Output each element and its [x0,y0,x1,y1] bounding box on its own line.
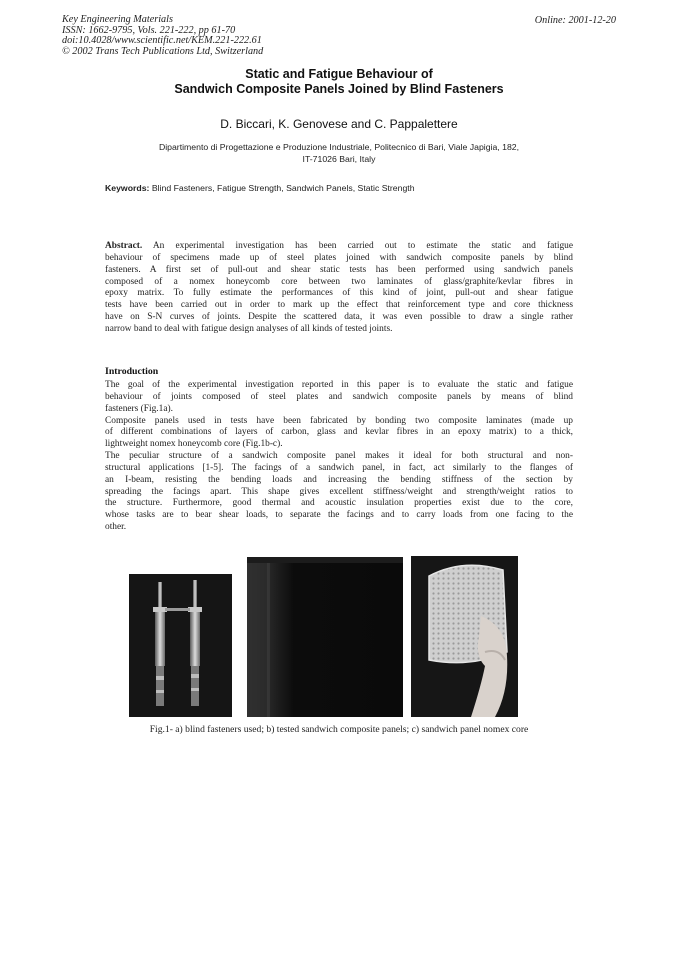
introduction-paragraph [105,380,573,534]
abstract-line: tests have been carried out in order to mark up the effect that reinforcement type and core thickness [105,300,573,311]
intro-line: whose tasks are to bear shear loads, to separate the facings and to carry loads from one facing to the [105,510,573,521]
nomex-core-image [411,556,518,717]
intro-line: an I-beam, resisting the bending loads and increasing the bending stiffness of the section by [105,474,573,485]
intro-line: the structure. Furthermore, good thermal and acoustic insulation properties exist due to the core, [105,498,573,509]
figure-1b-sandwich-panels-photo [247,557,403,717]
journal-name: Key Engineering Materials [62,14,173,25]
blind-fasteners-image [129,574,232,717]
title-line-2: Sandwich Composite Panels Joined by Blind Fasteners [174,82,504,96]
online-date: Online: 2001-12-20 [534,15,616,26]
abstract-paragraph [105,241,573,336]
copyright-line: © 2002 Trans Tech Publications Ltd, Switzerland [62,45,264,57]
intro-line: behaviour of joints composed of steel plates and sandwich composite panels by means of blind [105,391,573,402]
journal-header [62,15,263,57]
abstract-line [105,241,573,253]
abstract-line: narrow band to deal with fatigue design analyses of all kinds of tested joints. [105,323,393,334]
sandwich-panels-image [247,557,403,717]
intro-line: of different combinations of layers of carbon, glass and kevlar fibres in an epoxy matrix) to a thick, [105,427,573,438]
affiliation [0,141,678,165]
intro-line: fasteners (Fig.1a). [105,403,173,414]
figure-1c-nomex-core-photo [411,556,518,717]
affiliation-line-1: Dipartimento di Progettazione e Produzione Industriale, Politecnico di Bari, Viale Japigia, 182, [158,142,520,152]
abstract-line: behaviour of specimens made up of steel plates joined with sandwich composite panels by blind [105,252,573,263]
abstract-line-text: An experimental investigation has been carried out to estimate the static and fatigue [142,241,573,251]
doi-line: doi:10.4028/www.scientific.net/KEM.221-222.61 [62,35,262,47]
intro-line: other. [105,522,127,533]
keywords [105,183,415,193]
keywords-text: Blind Fasteners, Fatigue Strength, Sandwich Panels, Static Strength [151,183,415,193]
intro-line: lightweight nomex honeycomb core (Fig.1b-c). [105,439,283,450]
title-line-1: Static and Fatigue Behaviour of [245,67,433,81]
abstract-line: have on S-N curves of joints. Despite the scattered data, it was even possible to draw a single rather [105,312,573,323]
intro-line: structural applications [1-5]. The facings of a sandwich panel, in fact, act similarly to the flanges of [105,462,573,473]
keywords-label: Keywords: [105,183,150,193]
abstract-line: composed of a nomex honeycomb core between two laminates of glass/graphite/kevlar fibres in [105,276,573,287]
intro-line: Composite panels used in tests have been fabricated by bonding two composite laminates (made up [105,415,573,426]
authors: D. Biccari, K. Genovese and C. Pappalettere [220,117,458,131]
intro-line: The goal of the experimental investigation reported in this paper is to evaluate the static and fatigue [105,380,573,390]
figure-1-caption: Fig.1- a) blind fasteners used; b) tested sandwich composite panels; c) sandwich panel nomex core [149,724,529,735]
abstract-line: fasteners. A first set of pull-out and shear static tests has been performed using sandwich panels [105,264,573,275]
introduction-heading: Introduction [105,366,159,377]
intro-line: spreading the facings apart. This shape gives excellent stiffness/weight and strength/weight ratios to [105,486,573,497]
abstract-line: epoxy matrix. To fully estimate the performances of this kind of joint, pull-out and shear fatigue [105,288,573,299]
figure-1a-blind-fasteners-photo [129,574,232,717]
paper-title [0,67,678,97]
issn-line: ISSN: 1662-9795, Vols. 221-222, pp 61-70 [62,24,236,36]
intro-line: The peculiar structure of a sandwich composite panel makes it ideal for both structural and non- [105,451,573,462]
abstract-label: Abstract. [105,241,143,251]
affiliation-line-2: IT-71026 Bari, Italy [302,154,376,164]
